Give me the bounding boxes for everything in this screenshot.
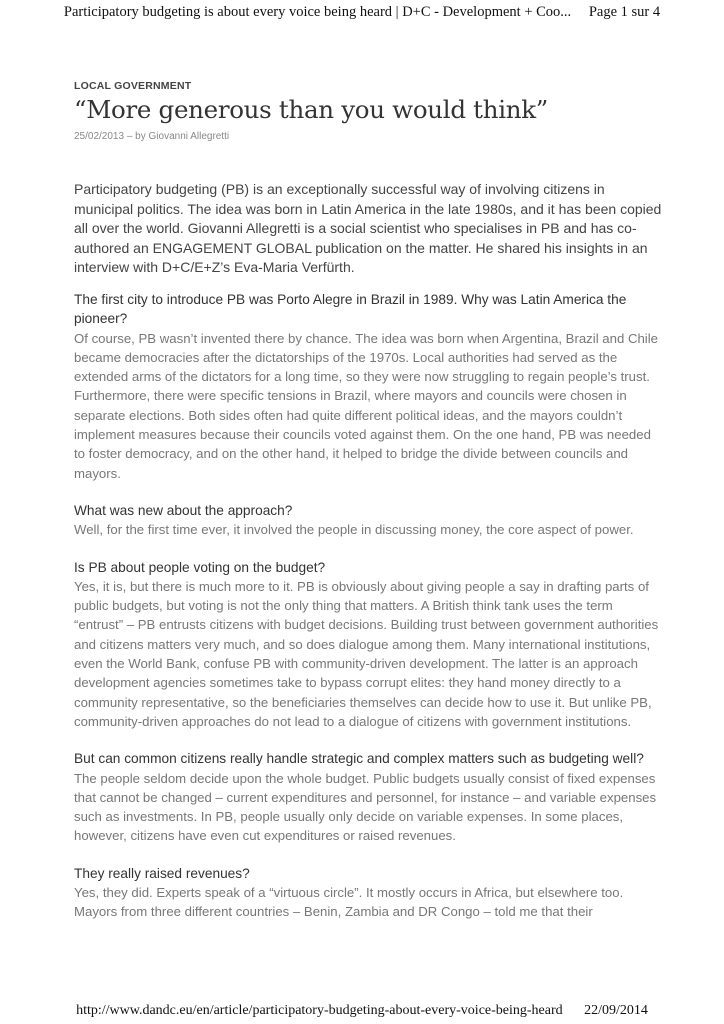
answer: Of course, PB wasn’t invented there by chance. The idea was born when Argentina, Brazil and Chile became democracies after the dictatorships of the 1970s. Local authorities had served as the extended arms of the dictators for a long time, so they were now struggling to regain people’s trust. Furthermore, there were specific tensions in Brazil, where mayors and councils were chosen in separate elections. Both sides often had quite different political ideas, and the mayors couldn’t implement measures because their councils voted against them. On the one hand, PB was needed to foster democracy, and on the other hand, it helped to bridge the divide between councils and mayors. bbox=[74, 330, 659, 481]
answer: Yes, they did. Experts speak of a “virtuous circle”. It mostly occurs in Africa, but elsewhere too. Mayors from three different countries – Benin, Zambia and DR Congo – told me that their bbox=[74, 884, 624, 920]
article-byline: 25/02/2013 – by Giovanni Allegretti bbox=[74, 131, 230, 142]
qa-block bbox=[74, 864, 664, 922]
article-category: LOCAL GOVERNMENT bbox=[74, 80, 192, 92]
question: Is PB about people voting on the budget? bbox=[74, 559, 326, 575]
article bbox=[74, 80, 664, 922]
question: The first city to introduce PB was Porto Alegre in Brazil in 1989. Why was Latin America the pioneer? bbox=[74, 291, 627, 327]
source-url: http://www.dandc.eu/en/article/participatory-budgeting-about-every-voice-being-heard bbox=[76, 1003, 563, 1018]
article-intro: Participatory budgeting (PB) is an exceptionally successful way of involving citizens in municipal politics. The idea was born in Latin America in the late 1980s, and it has been copied all over the world. Giovanni Allegretti is a social scientist who specialises in PB and has co-authored an ENGAGEMENT GLOBAL publication on the matter. He shared his insights in an interview with D+C/E+Z’s Eva-Maria Verfürth. bbox=[74, 181, 662, 276]
answer: The people seldom decide upon the whole budget. Public budgets usually consist of fixed expenses that cannot be changed – current expenditures and personnel, for instance – and variable expenses such as investments. In PB, people usually only decide on variable expenses. In some places, however, citizens have even cut expenditures or raised revenues. bbox=[74, 770, 657, 844]
qa-block bbox=[74, 558, 664, 732]
article-title: “More generous than you would think” bbox=[74, 95, 548, 124]
question: They really raised revenues? bbox=[74, 865, 250, 881]
qa-block bbox=[74, 290, 664, 483]
question: But can common citizens really handle strategic and complex matters such as budgeting well? bbox=[74, 751, 644, 767]
print-footer bbox=[0, 1003, 724, 1019]
print-header bbox=[0, 4, 724, 21]
answer: Yes, it is, but there is much more to it. PB is obviously about giving people a say in drafting parts of public budgets, but voting is not the only thing that matters. A British think tank uses the term “entrust” – PB entrusts citizens with budget decisions. Building trust between government authorities and citizens matters very much, and so does dialogue among them. Many international institutions, even the World Bank, confuse PB with community-driven development. The latter is an approach development agencies sometimes take to bypass corrupt elites: they hand money directly to a community representative, so the beneficiaries themselves can decide how to use it. But unlike PB, community-driven approaches do not lead to a dialogue of citizens with government institutions. bbox=[74, 578, 659, 729]
print-date: 22/09/2014 bbox=[584, 1003, 648, 1018]
print-header-title: Participatory budgeting is about every voice being heard | D+C - Development + Coo... bbox=[63, 4, 572, 20]
qa-block bbox=[74, 501, 664, 540]
answer: Well, for the first time ever, it involved the people in discussing money, the core aspect of power. bbox=[74, 522, 634, 538]
question: What was new about the approach? bbox=[74, 502, 293, 518]
page-number: Page 1 sur 4 bbox=[588, 4, 661, 20]
qa-block bbox=[74, 749, 664, 845]
